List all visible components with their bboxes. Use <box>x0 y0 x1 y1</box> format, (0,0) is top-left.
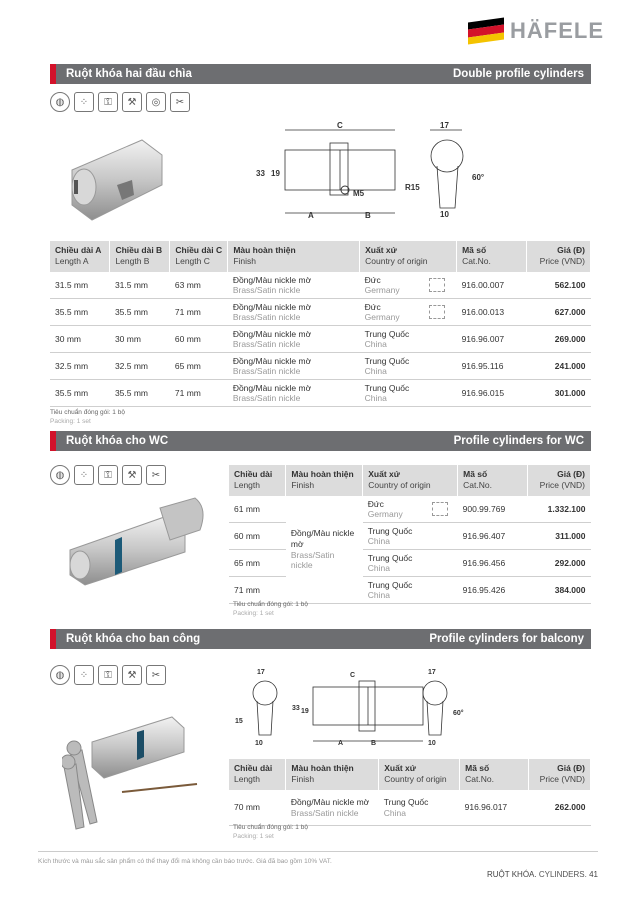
dim-33: 33 <box>256 169 265 178</box>
cell-cat-no: 916.96.456 <box>458 550 528 577</box>
cell-length-a: 32.5 mm <box>50 353 110 380</box>
header-cat-no: Mã số Cat.No. <box>460 759 529 790</box>
cell-cat-no: 900.99.769 <box>458 496 528 523</box>
table-row <box>229 790 591 826</box>
footer-disclaimer: Kích thước và màu sắc sản phẩm có thể thay đổi mà không cần báo trước. Giá đã bao gồm 10% VAT. <box>38 858 332 865</box>
balcony-cylinder-photo <box>62 712 202 832</box>
feature-icons <box>50 465 166 485</box>
dim-10-right: 10 <box>428 740 436 747</box>
header-origin: Xuất xứ Country of origin <box>360 241 457 272</box>
cell-cat-no: 916.96.007 <box>457 326 527 353</box>
cell-finish: Đồng/Màu nickle mờ Brass/Satin nickle <box>228 326 360 353</box>
cell-origin: Trung Quốc China <box>379 790 460 826</box>
packing-note-2: Tiêu chuẩn đóng gói: 1 bộ Packing: 1 set <box>233 601 308 617</box>
cell-finish: Đồng/Màu nickle mờ Brass/Satin nickle <box>228 353 360 380</box>
double-cylinder-photo <box>62 130 172 230</box>
header-length-a: Chiều dài A Length A <box>50 241 110 272</box>
table-row <box>229 550 591 577</box>
dimension-drawing-1 <box>250 118 500 220</box>
dim-b: B <box>371 740 377 747</box>
cell-finish: Đồng/Màu nickle mờ Brass/Satin nickle <box>228 380 360 407</box>
cell-cat-no: 916.00.007 <box>457 272 527 299</box>
cell-length-a: 35.5 mm <box>50 380 110 407</box>
dim-19: 19 <box>271 169 280 178</box>
cell-price: 311.000 <box>528 523 591 550</box>
header-price: Giá (Đ) Price (VND) <box>527 241 591 272</box>
dim-c: C <box>337 121 343 130</box>
certificate-icon <box>432 502 448 516</box>
tool-icon: ✂ <box>170 92 190 112</box>
keyway-icon: ⁘ <box>74 465 94 485</box>
cell-origin: Trung Quốc China <box>360 353 457 380</box>
table-header-row <box>50 241 591 272</box>
cell-length: 60 mm <box>229 523 286 550</box>
dim-17-left: 17 <box>257 669 265 676</box>
drill-protection-icon: ⚒ <box>122 465 142 485</box>
table-double-profile <box>50 241 591 407</box>
header-cat-no: Mã số Cat.No. <box>457 241 527 272</box>
table-wc <box>229 465 591 604</box>
cell-price: 269.000 <box>527 326 591 353</box>
header-finish: Màu hoàn thiện Finish <box>228 241 360 272</box>
section-title-en: Profile cylinders for balcony <box>429 633 584 645</box>
table-row <box>229 496 591 523</box>
dim-m5: M5 <box>353 189 365 198</box>
cell-length-c: 71 mm <box>170 299 228 326</box>
cell-length-c: 65 mm <box>170 353 228 380</box>
table-row <box>229 577 591 604</box>
cell-length-b: 35.5 mm <box>110 299 170 326</box>
header-finish: Màu hoàn thiện Finish <box>286 465 363 496</box>
drill-protection-icon: ⚒ <box>122 665 142 685</box>
cell-length-a: 31.5 mm <box>50 272 110 299</box>
globe-icon: ◍ <box>50 665 70 685</box>
cell-length-c: 71 mm <box>170 380 228 407</box>
section-title-en: Double profile cylinders <box>453 68 584 80</box>
key-icon: ⚿ <box>98 465 118 485</box>
header-length-b: Chiều dài B Length B <box>110 241 170 272</box>
cell-finish: Đồng/Màu nickle mờ Brass/Satin nickle <box>286 496 363 604</box>
cell-origin: Trung Quốc China <box>360 380 457 407</box>
cell-cat-no: 916.96.407 <box>458 523 528 550</box>
dim-a: A <box>308 211 314 220</box>
dim-33: 33 <box>292 705 300 712</box>
cell-length-a: 35.5 mm <box>50 299 110 326</box>
cell-price: 562.100 <box>527 272 591 299</box>
cell-cat-no: 916.95.116 <box>457 353 527 380</box>
key-icon: ⚿ <box>98 92 118 112</box>
section-title-vi: Ruột khóa cho ban công <box>66 633 201 645</box>
section-title-en: Profile cylinders for WC <box>453 435 584 447</box>
cell-finish: Đồng/Màu nickle mờ Brass/Satin nickle <box>228 299 360 326</box>
dim-angle: 60° <box>453 710 464 717</box>
table-row <box>50 272 591 299</box>
table-row <box>50 380 591 407</box>
certificate-icon <box>429 278 445 292</box>
cell-length-c: 63 mm <box>170 272 228 299</box>
keyway-icon: ⁘ <box>74 92 94 112</box>
page-number: 41 <box>589 870 598 879</box>
dim-17-right: 17 <box>428 669 436 676</box>
footer-section-en: CYLINDERS. <box>538 870 587 879</box>
header-cat-no: Mã số Cat.No. <box>458 465 528 496</box>
cell-cat-no: 916.96.015 <box>457 380 527 407</box>
table-row <box>50 299 591 326</box>
dim-c: C <box>350 672 356 679</box>
packing-note-3: Tiêu chuẩn đóng gói: 1 bộ Packing: 1 set <box>233 824 308 840</box>
cell-length: 70 mm <box>229 790 286 826</box>
dim-10-left: 10 <box>255 740 263 747</box>
cell-price: 262.000 <box>529 790 591 826</box>
footer-divider <box>38 851 598 852</box>
globe-icon: ◍ <box>50 465 70 485</box>
cell-length-b: 30 mm <box>110 326 170 353</box>
footer-section: RUỘT KHÓA. <box>486 870 537 879</box>
table-row <box>229 523 591 550</box>
cell-price: 384.000 <box>528 577 591 604</box>
header-price: Giá (Đ) Price (VND) <box>529 759 591 790</box>
certificate-icon: ◎ <box>146 92 166 112</box>
header-length-c: Chiều dài C Length C <box>170 241 228 272</box>
header-length: Chiều dài Length <box>229 759 286 790</box>
cell-origin: Trung Quốc China <box>363 523 458 550</box>
dim-a: A <box>338 740 344 747</box>
cell-finish: Đồng/Màu nickle mờ Brass/Satin nickle <box>286 790 379 826</box>
cell-cat-no: 916.96.017 <box>460 790 529 826</box>
dim-10: 10 <box>440 210 449 219</box>
table-balcony <box>229 759 591 826</box>
certificate-icon <box>429 305 445 319</box>
cell-origin: Trung Quốc China <box>363 550 458 577</box>
cell-price: 292.000 <box>528 550 591 577</box>
table-row <box>50 326 591 353</box>
cell-price: 627.000 <box>527 299 591 326</box>
header-origin: Xuất xứ Country of origin <box>363 465 458 496</box>
cell-length: 71 mm <box>229 577 286 604</box>
dim-15: 15 <box>235 718 243 725</box>
dim-b: B <box>365 211 371 220</box>
section-bar-wc <box>50 431 591 451</box>
table-header-row <box>229 465 591 496</box>
packing-note-1: Tiêu chuẩn đóng gói: 1 bộ Packing: 1 set <box>50 409 125 425</box>
dim-angle: 60° <box>472 173 485 182</box>
brand-name: HÄFELE <box>510 18 604 43</box>
cell-origin: Đức Germany <box>360 272 457 299</box>
dim-17: 17 <box>440 121 449 130</box>
header-origin: Xuất xứ Country of origin <box>379 759 460 790</box>
cell-finish: Đồng/Màu nickle mờ Brass/Satin nickle <box>228 272 360 299</box>
dim-19: 19 <box>301 708 309 715</box>
dimension-drawing-3 <box>235 665 485 747</box>
cell-price: 1.332.100 <box>528 496 591 523</box>
cell-origin: Trung Quốc China <box>360 326 457 353</box>
key-icon: ⚿ <box>98 665 118 685</box>
keyway-icon: ⁘ <box>74 665 94 685</box>
drill-protection-icon: ⚒ <box>122 92 142 112</box>
cell-cat-no: 916.00.013 <box>457 299 527 326</box>
cell-length-c: 60 mm <box>170 326 228 353</box>
cell-length-b: 32.5 mm <box>110 353 170 380</box>
feature-icons <box>50 665 166 685</box>
cell-length: 61 mm <box>229 496 286 523</box>
header-length: Chiều dài Length <box>229 465 286 496</box>
table-row <box>50 353 591 380</box>
brand-logo <box>468 18 604 44</box>
section-title-vi: Ruột khóa hai đầu chìa <box>66 68 192 80</box>
cell-cat-no: 916.95.426 <box>458 577 528 604</box>
header-finish: Màu hoàn thiện Finish <box>286 759 379 790</box>
wc-cylinder-photo <box>60 490 210 590</box>
cell-length-b: 31.5 mm <box>110 272 170 299</box>
footer-page-label <box>487 870 598 879</box>
cell-price: 301.000 <box>527 380 591 407</box>
tool-icon: ✂ <box>146 465 166 485</box>
cell-origin: Trung Quốc China <box>363 577 458 604</box>
cell-length: 65 mm <box>229 550 286 577</box>
feature-icons <box>50 92 190 112</box>
section-bar-balcony <box>50 629 591 649</box>
cell-origin: Đức Germany <box>363 496 458 523</box>
table-header-row <box>229 759 591 790</box>
tool-icon: ✂ <box>146 665 166 685</box>
german-flag-icon <box>468 17 504 44</box>
cell-length-a: 30 mm <box>50 326 110 353</box>
section-bar-double-profile <box>50 64 591 84</box>
section-title-vi: Ruột khóa cho WC <box>66 435 169 447</box>
cell-length-b: 35.5 mm <box>110 380 170 407</box>
globe-icon: ◍ <box>50 92 70 112</box>
cell-price: 241.000 <box>527 353 591 380</box>
dim-r15: R15 <box>405 183 420 192</box>
header-price: Giá (Đ) Price (VND) <box>528 465 591 496</box>
cell-origin: Đức Germany <box>360 299 457 326</box>
